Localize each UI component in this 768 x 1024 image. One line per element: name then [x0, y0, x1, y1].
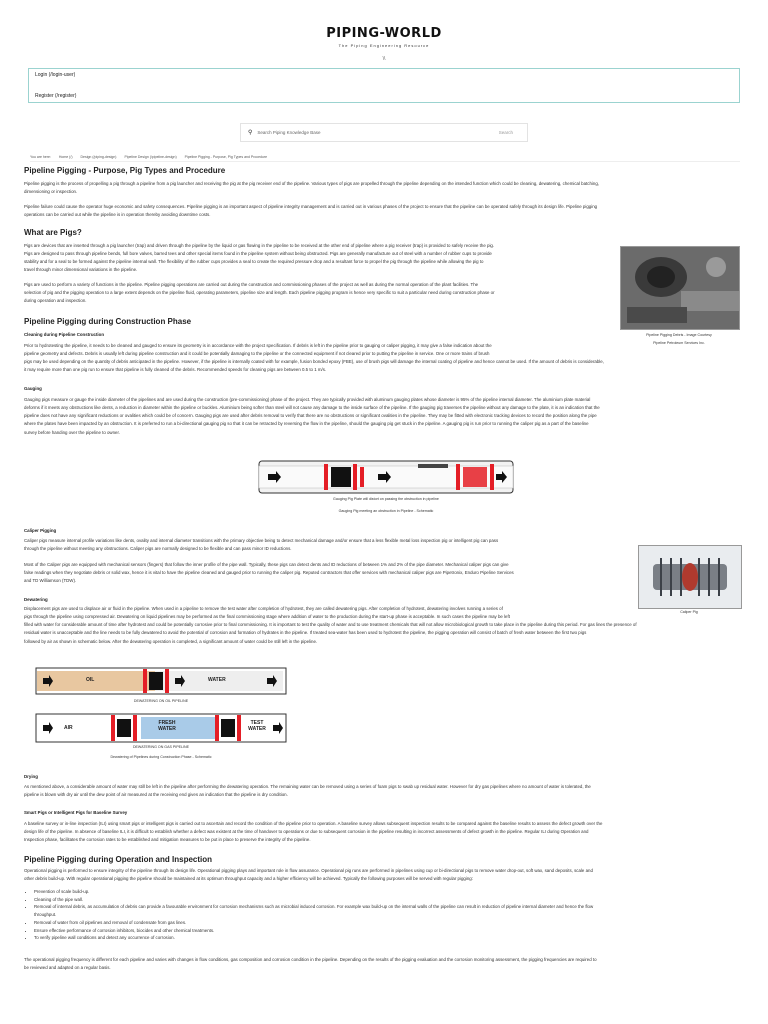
intro-paragraph-2: Pipeline failure could cause the operator huge economic and safety consequences. Pipeline pigging is an important aspect of pipeline integrity management and is carried out in various phases of the project to ensure that the pipeline can be operated safely through its design life. Pipeline pigging operations can be carried out while the pipeline is in operation thereby avoiding downtime costs. [24, 204, 598, 218]
gauging-paragraph: Gauging pigs measure or gauge the inside diameter of the pipelines and are used during the construction (pre-commissioning) phase of the project. They are typically provided with aluminum gauging plates whose diameter is 95% of the pipeline internal diameter. The aluminium plate material deforms if it meets any obstructions like dents, a reduction in diameter within the pipeline or buckles. Aluminium being softer than steel will not cause any damage to the inside surface of the pipeline. If the gauging pig traverses the pipeline without any damage to the plate, it is an indication that the pipeline does not have any significant reductions or ovalities which could be of concern. Gauging pigs are used after debris removal to verify that there are no obstructions or significant ovalities in the pipeline. They may be fitted with electronic tracking devices to record the position along the pipe where the plates have been impacted by an obstruction. It is preferred to run a bi-directional gauging pig so that it can be retracted by reversing the flow in the pipeline, should the gauging pig get stuck in the pipeline. A gauging pig is run prior to running the caliper pig as a part of the baseline survey before handing over the pipeline to owner. [24, 397, 600, 435]
caliper-caption: Caliper Pig [680, 610, 698, 614]
oil-dewatering-caption: DEWATERING ON OIL PIPELINE [133, 699, 189, 703]
caliper-pig-photo [638, 545, 742, 609]
pigging-purposes-list [24, 888, 749, 942]
user-menu [28, 68, 740, 103]
what-are-pigs-heading: What are Pigs? [24, 228, 82, 237]
page-title: Pipeline Pigging - Purpose, Pig Types and Procedure [24, 166, 226, 175]
water-label: WATER [208, 677, 226, 683]
photo1-caption-2: Pipeline Petroleum Services Inc. [653, 341, 705, 345]
site-tagline: The Piping Engineering Resource [338, 43, 430, 48]
site-header [0, 0, 768, 162]
search-icon: ⚲ [248, 130, 253, 136]
dewatering-heading: Dewatering [24, 597, 48, 602]
dewatering-paragraph: Displacement pigs are used to displace air or fluid in the pipeline. When used in a pipeline to remove the test water after completion of hydrotest, they are called dewatering pigs. After completion of hydrotest, dewatering involves running a series of pigs through the pipeline using compressed air. Dewatering on liquid pipelines may be performed as the final commissioning stage where addition of water to the production during the start-up phase is acceptable. In such cases the pipeline may be left filled with water for considerable amount of time after hydrotest and could be potentially corrosive prior to final commissioning. It is important to test the quality of water and to use treatment chemicals that will not allow microbiological growth to take place in the pipeline during this period. For gas lines the presence of residual water is unacceptable and the line needs to be fully dewatered to avoid the potential of corrosion and formation of hydrates in the pipeline. If treated sea-water has been used to hydrotest the pipeline, the pigging operation will consist of batch of fresh water between the first two pigs followed by air as shown in schematic below. After the dewatering operation is completed, a significant amount of water could be still left in the pipeline. [24, 606, 637, 644]
search-bar [240, 123, 528, 142]
fresh-water-label: FRESH WATER [158, 720, 176, 732]
search-button[interactable]: Search [498, 130, 513, 135]
smart-pigs-heading: Smart Pigs or Intelligent Pigs for Baseline Survey [24, 810, 128, 815]
what-paragraph-2: Pigs are used to perform a variety of functions in the pipeline. Pipeline pigging operations are carried out during the construction and commissioning phases of the project as well as during the normal operation of the plant facilities. The selection of pig and the pigging operation to a large extent depends on the pipeline fluid, operating parameters, pipeline size and length. Each pipeline pigging program is hence very specific to suit a particular need during construction phase or during operation and inspection. [24, 282, 495, 304]
operation-heading: Pipeline Pigging during Operation and Inspection [24, 855, 213, 864]
drying-heading: Drying [24, 774, 38, 779]
construction-heading: Pipeline Pigging during Construction Phase [24, 317, 192, 326]
header-slash: \\ [382, 56, 386, 62]
drying-paragraph: As mentioned above, a considerable amount of water may still be left in the pipeline after performing the dewatering operation. The remaining water can be removed using a series of foam pigs to swab up residual water. However for dry gas pipelines where no amount of water is tolerated, the pipeline is blown with dry air until the dew point of air measured at the receiving end gives an indication that the pipeline is dry condition. [24, 784, 591, 798]
search-input[interactable]: Search Piping Knowledge Base [257, 130, 321, 135]
site-logo[interactable]: PIPING-WORLD [326, 26, 442, 41]
gauging-figure-caption: Gauging Pig meeting an obstruction in Pipeline - Schematic [338, 509, 434, 513]
gauging-schematic [258, 459, 514, 500]
caliper-paragraph-1: Caliper pigs measure internal profile variations like dents, ovality and internal diameter transitions with the primary objective being to detect mechanical damage and/or ensure that a less flexible metal loss inspection pig or intelligent pig can pass through the pipeline without meeting any obstructions. Caliper pigs are normally designed to be flexible and can pass minor ID reductions. [24, 538, 499, 552]
caliper-heading: Caliper Pigging [24, 528, 57, 533]
closing-paragraph: The operational pigging frequency is different for each pipeline and varies with changes in flow conditions, gas composition and corrosion condition in the pipeline. Depending on the results of the pigging evaluation and the corrosion monitoring assessment, the pigging frequencies are required to be reviewed and adapted on a regular basis. [24, 957, 597, 971]
cleaning-heading: Cleaning during Pipeline Construction [24, 332, 105, 337]
cleaning-paragraph: Prior to hydrotesting the pipeline, it needs to be cleaned and gauged to ensure its geometry is in accordance with the project specification. If debris is left in the pipeline prior to gauging or caliper pigging, it may give a false indication about the pipeline geometry and defects. Debris is usually left during pipeline construction and it could be potentially damaging to the pipeline or the connected equipment if not cleared prior to putting the pipeline in service. One or more trains of brush pigs may be used depending on the quantity of debris anticipated in the pipeline. However, if the pipeline is internally coated with for example, fusion bonded epoxy (FBE), use of brush pigs will damage the internal coating of pipeline and hence cannot be used. If the amount of debris is considerable, it may require more than one pig run to ensure that pipeline is fully cleaned of the debris. Recommended speeds for cleaning pigs are between 0.5 to 1 m/s. [24, 343, 604, 373]
test-water-label: TEST WATER [248, 720, 266, 732]
register-link[interactable]: Register (/register) [35, 93, 77, 99]
gauging-heading: Gauging [24, 386, 42, 391]
breadcrumb-prefix: You are here: [30, 155, 51, 159]
breadcrumb [30, 155, 740, 162]
logo-block [0, 0, 768, 48]
breadcrumb-design[interactable]: Design (/piping-design) [80, 155, 117, 159]
list-item: • Removal of water from oil pipelines and removal of condensate from gas lines. [34, 919, 749, 927]
list-item: • To verify pipeline wall conditions and detect any occurrence of corrosion. [34, 934, 749, 942]
what-paragraph-1: Pigs are devices that are inserted through a pig launcher (trap) and driven through the pipeline by the liquid or gas flowing in the pipeline to be received at the other end of pipeline where a pig receiver (trap) is provided to safely receive the pig. Pigs are designed to pass through pipeline bends, full bore valves, barred tees and other special items found in the pipeline system without being obstructed. Pigs are generally manufacture out of steel with a number of rubber cups to provide stability and for a seal to be formed against the pipeline internal wall. The flexibility of the rubber cups provides a seal to create the required pressure drop and a resultant force to propel the pig through the pipeline while allowing the pig to travel through minor dimensional variations in the pipeline. [24, 243, 495, 273]
dewatering-figure-caption: Dewatering of Pipelines during Construction Phase - Schematic [110, 755, 212, 759]
breadcrumb-current: Pipeline Pigging - Purpose, Pig Types and Procedure [184, 155, 268, 159]
breadcrumb-pipeline-design[interactable]: Pipeline Design (/pipeline-design) [124, 155, 177, 159]
list-item: • Ensure effective performance of corrosion inhibitors, biocides and other chemical treatments. [34, 927, 749, 935]
smart-pigs-paragraph: A baseline survey or in-line inspection (ILI) using smart pigs or intelligent pigs is carried out to ascertain and record the condition of the pipeline prior to operation. A baseline survey allows subsequent inspection results to be compared against the baseline results to assess the defect growth over the design life of the pipeline. In absence of baseline ILI, it is difficult to establish whether a defect was existent at the time of handover to operations or due to subsequent corrosion in the pipeline resulting in incorrect assessments of defect growth in the pipeline. Regular ILI during Operation and Inspection phase, facilitates the corrosion rates to be established and mitigation measures to be put in place to preserve the integrity of the pipeline. [24, 821, 603, 843]
operation-paragraph: Operational pigging is performed to ensure integrity of the pipeline through its design life. Operational pigging plays and important role in flow assurance. Operational pig runs are performed in pipelines using cup or bi-directional pigs to remove water drop-out, soft wax, sand deposits, scale and other debris build-up. With regular operational pigging the pipeline should be maintained at its optimum throughput capacity and a higher efficiency will be achieved. Typically the following purposes will be served with regular pigging: [24, 868, 593, 882]
list-item: • Cleaning of the pipe wall. [34, 896, 749, 904]
photo1-caption-1: Pipeline Pigging Debris - Image Courtesy [646, 333, 712, 337]
oil-dewatering-schematic [35, 667, 287, 700]
breadcrumb-home[interactable]: Home (/) [58, 155, 73, 159]
list-item: • Removal of internal debris, as accumulation of debris can provide a favourable environment for corrosion mechanisms such as microbial induced corrosion. For example wax build-up on the internal walls of the pipeline can result in reduction of pipeline internal diameter and hence the flow throughput. [34, 903, 749, 918]
intro-paragraph-1: Pipeline pigging is the process of propelling a pig through a pipeline from a pig launcher and receiving the pig at the pig receiver end of the pipeline. Various types of pigs are propelled through the pipeline depending on the intended function which could be cleaning, dewatering, chemical batching, dimensioning or inspection. [24, 181, 599, 195]
login-link[interactable]: Login (/login-user) [35, 72, 76, 78]
gas-dewatering-caption: DEWATERING ON GAS PIPELINE [132, 745, 190, 749]
air-label: AIR [64, 725, 73, 731]
list-item: • Prevention of scale build-up. [34, 888, 749, 896]
gauging-figure-label: Gauging Pig Plate will distort on passing the obstruction in pipeline [333, 497, 439, 501]
caliper-paragraph-2: Most of the Caliper pigs are equipped with mechanical sensors (fingers) that follow the inner profile of the pipe wall. Typically, these pigs can detect dents and ID reductions of between 1% and 2% of the pipe diameter. Mechanical caliper pigs can give false readings when they negotiate debris or solid wax, hence it is vital to have the pipeline cleaned and gauged prior to running the caliper pig. Reputed contractors that offer services with mechanical caliper pigs are Pipetronix, Enduro Pipeline Services and TD Williamson (TDW). [24, 562, 514, 584]
pigging-debris-photo [620, 246, 740, 330]
oil-label: OIL [86, 677, 95, 683]
